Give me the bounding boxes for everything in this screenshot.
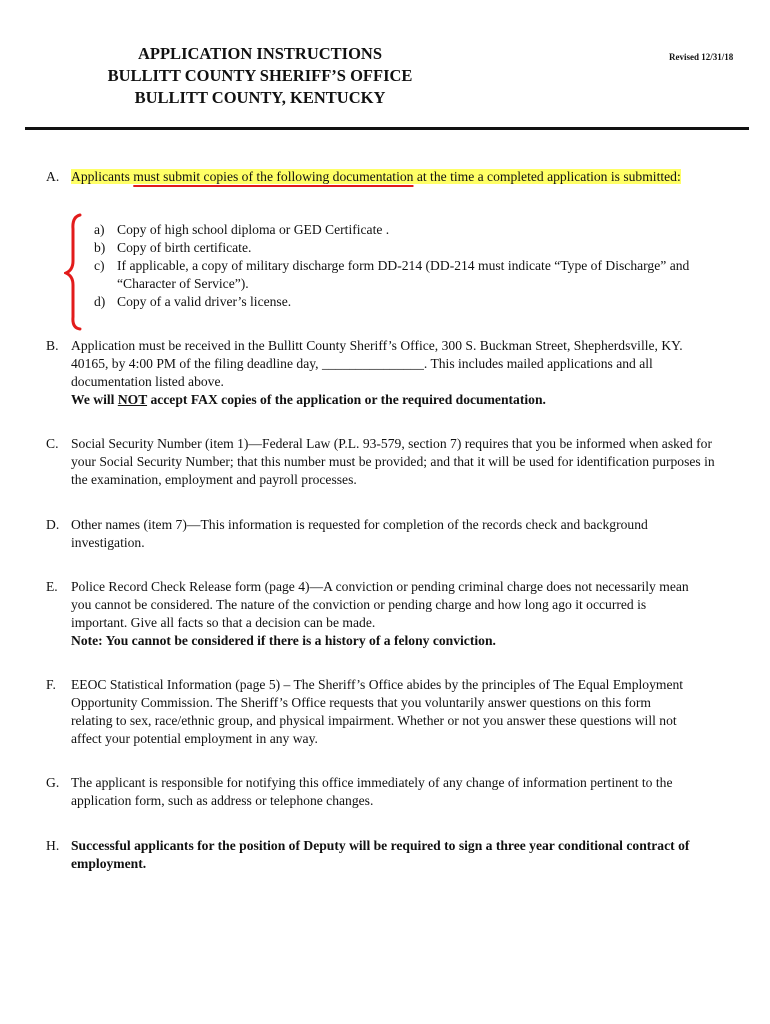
list-item-text: Copy of birth certificate.	[117, 240, 252, 255]
title-line-3: BULLITT COUNTY, KENTUCKY	[134, 88, 386, 107]
revised-date: Revised 12/31/18	[669, 52, 734, 62]
section-c-text: Social Security Number (item 1)—Federal Law (P.L. 93-579, section 7) requires that you be informed when asked for your Social Security Number; that this number must be provided; and that it will be used for identification purposes in the examination, employment and payroll processes.	[71, 436, 715, 487]
section-g-text: The applicant is responsible for notifying this office immediately of any change of information pertinent to the application form, such as address or telephone changes.	[71, 775, 673, 808]
list-marker: c)	[94, 258, 105, 273]
fax-notice-post: accept FAX copies of the application or the required documentation.	[147, 392, 546, 407]
title-line-1: APPLICATION INSTRUCTIONS	[137, 44, 383, 63]
section-a-label: A.	[46, 169, 60, 184]
list-item	[94, 257, 714, 293]
section-h-label: H.	[46, 838, 60, 853]
section-h	[46, 837, 706, 873]
list-marker: a)	[94, 222, 105, 237]
documentation-list	[94, 221, 714, 311]
section-f	[46, 676, 686, 748]
section-a-text-pre: Applicants	[71, 169, 134, 184]
section-g	[46, 774, 716, 810]
list-item-text: Copy of high school diploma or GED Certificate .	[117, 222, 390, 237]
section-a-text	[71, 168, 726, 186]
section-e-text: Police Record Check Release form (page 4)—A conviction or pending criminal charge does not necessarily mean you cannot be considered. The nature of the conviction or pending charge and how long ago it occurred is important. Give all facts so that a decision can be made.	[71, 579, 689, 630]
section-c	[46, 435, 716, 489]
title-line-2: BULLITT COUNTY SHERIFF’S OFFICE	[107, 66, 413, 85]
list-item-text: If applicable, a copy of military discharge form DD-214 (DD-214 must indicate “Type of Discharge” and “Character of Service”).	[117, 258, 690, 291]
header-divider	[25, 127, 749, 130]
section-a-underlined-text: must submit copies of the following documentation	[133, 169, 414, 184]
section-b	[46, 337, 696, 409]
section-c-label: C.	[46, 436, 59, 451]
section-f-text: EEOC Statistical Information (page 5) – The Sheriff’s Office abides by the principles of The Equal Employment Opportunity Commission. The Sheriff’s Office requests that you voluntarily answer questions on this form relating to sex, race/ethnic group, and physical impairment. Whether or not you answer these questions will not affect your potential employment in any way.	[71, 677, 684, 746]
list-item	[94, 239, 714, 257]
list-marker: b)	[94, 240, 106, 255]
section-f-label: F.	[46, 677, 56, 692]
section-b-fax-notice	[71, 391, 696, 409]
section-d	[46, 516, 676, 552]
fax-notice-pre: We will	[71, 392, 118, 407]
section-g-label: G.	[46, 775, 60, 790]
section-d-label: D.	[46, 517, 60, 532]
list-item	[94, 293, 714, 311]
red-brace-annotation	[64, 213, 84, 331]
list-marker: d)	[94, 294, 106, 309]
list-item-text: Copy of a valid driver’s license.	[117, 294, 292, 309]
section-e-label: E.	[46, 579, 58, 594]
section-d-text: Other names (item 7)—This information is requested for completion of the records check and background investigation.	[71, 517, 648, 550]
section-a-text-post: at the time a completed application is submitted:	[413, 169, 681, 184]
section-b-text: Application must be received in the Bullitt County Sheriff’s Office, 300 S. Buckman Street, Shepherdsville, KY. 40165, by 4:00 PM of the filing deadline day, _______________. This includes mailed applications and all documentation listed above.	[71, 338, 683, 389]
list-item	[94, 221, 714, 239]
section-b-label: B.	[46, 338, 59, 353]
section-e	[46, 578, 701, 650]
section-h-text: Successful applicants for the position of Deputy will be required to sign a three year conditional contract of employment.	[71, 838, 690, 871]
fax-notice-not: NOT	[117, 392, 148, 407]
section-e-note: Note: You cannot be considered if there is a history of a felony conviction.	[71, 633, 496, 648]
section-a	[46, 168, 726, 186]
